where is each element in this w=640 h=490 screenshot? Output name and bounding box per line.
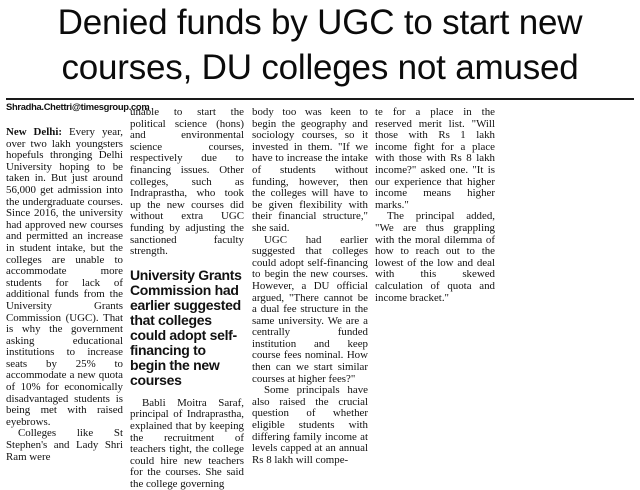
article-column-3 xyxy=(252,107,368,466)
author-byline: Shradha.Chettri@timesgroup.com xyxy=(6,101,150,112)
article-column-2 xyxy=(130,107,244,490)
article-paragraph: te for a place in the reserved merit list. "Will those with Rs 1 lakh income fight for a place with those with Rs 8 lakh income?" asked one. "It is our experience that higher income means higher marks." xyxy=(375,106,495,211)
article-paragraph xyxy=(6,127,123,428)
article-paragraph: Some principals have also raised the crucial question of whether eligible students with differing family income at levels capped at an annual Rs 8 lakh will compe- xyxy=(252,384,368,466)
pull-quote: University Grants Commission had earlier suggested that colleges could adopt self-financing to begin the new courses xyxy=(130,266,242,388)
article-paragraph: unable to start the political science (hons) and environmental science courses, respectively due to financing issues. Other colleges, such as Indraprastha, who took up the new courses did without extra UGC funding by adjusting the sanctioned faculty strength. xyxy=(130,106,244,258)
headline-line-1: Denied funds by UGC to start new xyxy=(57,3,583,42)
article-column-4 xyxy=(375,107,495,304)
dateline: New Delhi: xyxy=(6,126,62,138)
article-paragraph: Colleges like St Stephen's and Lady Shri Ram were xyxy=(6,427,123,463)
article-paragraph: Babli Moitra Saraf, principal of Indraprastha, explained that by keeping the recruitment of teachers tight, the college could hire new teachers for the courses. She said the college governing xyxy=(130,396,244,490)
headline-line-2: courses, DU colleges not amused xyxy=(61,48,579,87)
article-paragraph: body too was keen to begin the geography and sociology courses, so it invested in them. "If we have to increase the intake of students without funding, however, then the colleges will have to be given flexibility with their financial structure," she said. xyxy=(252,106,368,234)
article-paragraph: The principal added, "We are thus grappling with the moral dilemma of how to reach out to the lowest of the low and deal with this skewed calculation of quota and income bracket." xyxy=(375,210,495,304)
article-column-1 xyxy=(6,100,150,463)
paragraph-text: Every year, over two lakh youngsters hopefuls thronging Delhi University hoping to be taken in. But just around 56,000 get admission into the undergraduate courses. Since 2016, the university had approved new courses and permitted an increase in student intake, but the colleges are unable to accommodate more students for lack of additional funds from the University Grants Commission (UGC). That is why the government asking educational institutions to increase seats by 25% to accommodate a new quota of 10% for economically disadvantaged students is being met with raised eyebrows. xyxy=(6,126,123,428)
headline xyxy=(0,0,640,90)
article-paragraph: UGC had earlier suggested that colleges could adopt self-financing to begin the new courses. However, a DU official argued, "There cannot be a dual fee structure in the same university. We are a centrally funded institution and keep course fees nominal. How then can we start similar courses at higher fees?" xyxy=(252,233,368,385)
